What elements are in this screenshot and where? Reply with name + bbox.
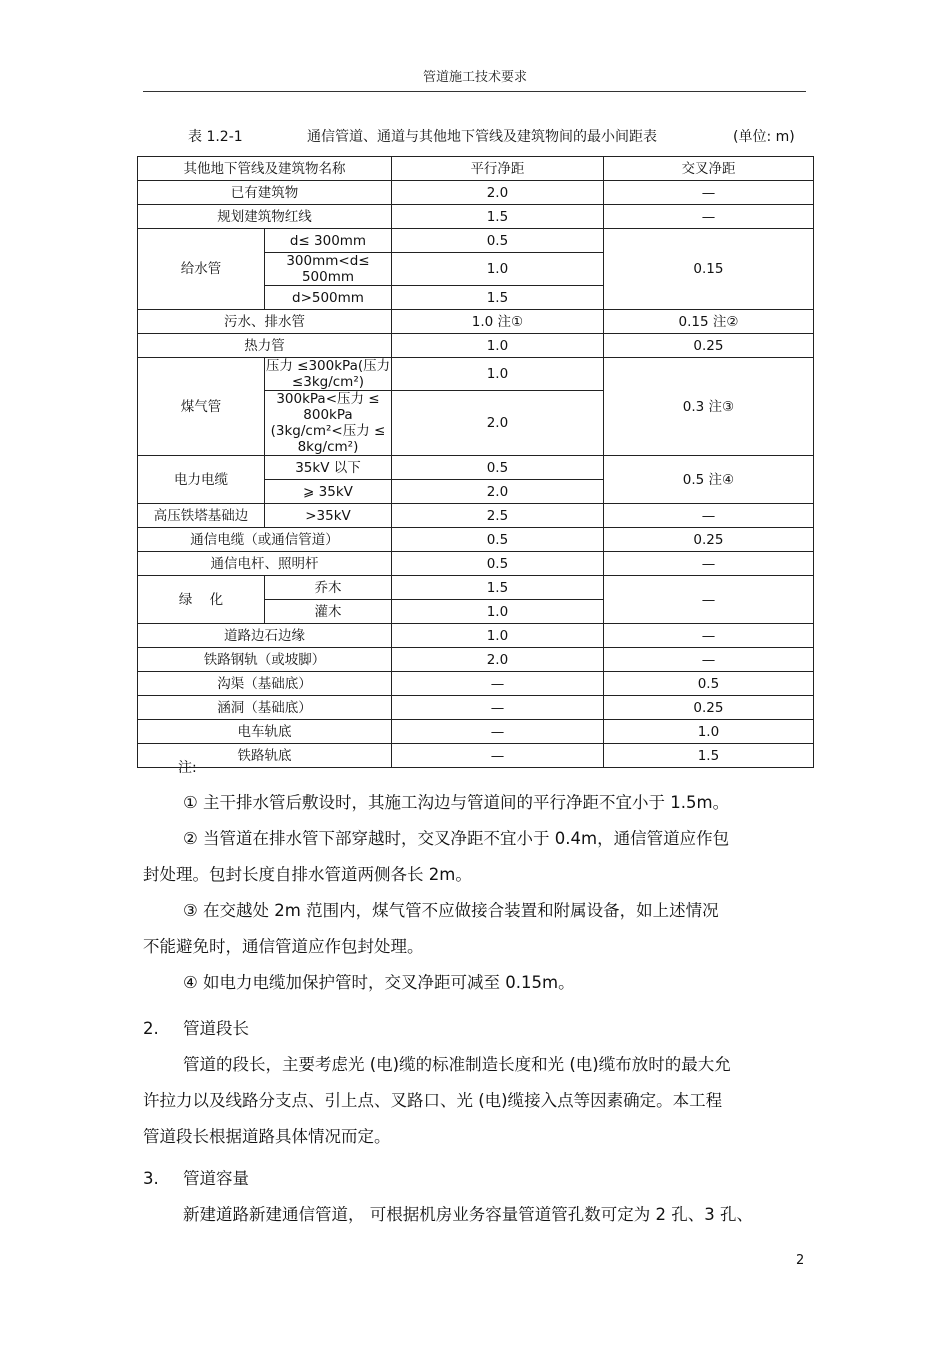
page-header-title: 管道施工技术要求 bbox=[422, 70, 527, 85]
section-3-title: 管道容量 bbox=[183, 1169, 249, 1188]
row-name: 灌木 bbox=[264, 600, 391, 624]
header-cross: 交叉净距 bbox=[603, 157, 813, 181]
parallel-value: 1.5 bbox=[391, 286, 603, 310]
parallel-value: 1.0 bbox=[391, 600, 603, 624]
group-name: 给水管 bbox=[138, 229, 265, 310]
row-name: d>500mm bbox=[264, 286, 391, 310]
section-2-para-line2: 许拉力以及线路分支点、引上点、叉路口、光 (电)缆接入点等因素确定。本工程 bbox=[143, 1091, 723, 1110]
row-name: 已有建筑物 bbox=[138, 181, 392, 205]
group-name: 绿 化 bbox=[138, 576, 265, 624]
parallel-value: 0.5 bbox=[391, 229, 603, 253]
row-name: 铁路钢轨（或坡脚） bbox=[138, 648, 392, 672]
row-name: 沟渠（基础底） bbox=[138, 672, 392, 696]
parallel-value: 1.0 bbox=[391, 253, 603, 286]
table-row bbox=[138, 310, 814, 334]
table-unit: (单位: m) bbox=[733, 129, 795, 145]
row-name: >35kV bbox=[264, 504, 391, 528]
table-row bbox=[138, 648, 814, 672]
cross-value: — bbox=[603, 205, 813, 229]
group-name: 电力电缆 bbox=[138, 456, 265, 504]
cross-value: — bbox=[603, 552, 813, 576]
note-3-line2: 不能避免时，通信管道应作包封处理。 bbox=[143, 937, 424, 956]
section-2 bbox=[143, 1011, 808, 1155]
table-row bbox=[138, 181, 814, 205]
cross-value: 1.5 bbox=[603, 744, 813, 768]
note-3-line1: ③ 在交越处 2m 范围内，煤气管不应做接合装置和附属设备，如上述情况 bbox=[183, 901, 719, 920]
cross-value: 0.25 bbox=[603, 334, 813, 358]
parallel-value: — bbox=[391, 672, 603, 696]
cross-value: — bbox=[603, 181, 813, 205]
row-name: 35kV 以下 bbox=[264, 456, 391, 480]
row-name: 乔木 bbox=[264, 576, 391, 600]
header-rule bbox=[143, 91, 806, 92]
table-header-row bbox=[138, 157, 814, 181]
row-name: 热力管 bbox=[138, 334, 392, 358]
table-number: 表 1.2-1 bbox=[188, 129, 243, 145]
row-name: 300mm<d≤ 500mm bbox=[264, 253, 391, 286]
row-name: d≤ 300mm bbox=[264, 229, 391, 253]
parallel-value: 1.5 bbox=[391, 205, 603, 229]
page-number: 2 bbox=[796, 1253, 805, 1268]
parallel-value: 2.0 bbox=[391, 648, 603, 672]
parallel-value: 1.0 注① bbox=[391, 310, 603, 334]
parallel-value: 2.0 bbox=[391, 391, 603, 456]
section-2-title: 管道段长 bbox=[183, 1019, 249, 1038]
row-name: 通信电缆（或通信管道） bbox=[138, 528, 392, 552]
parallel-value: 0.5 bbox=[391, 552, 603, 576]
cross-value: — bbox=[603, 576, 813, 624]
row-name: 通信电杆、照明杆 bbox=[138, 552, 392, 576]
parallel-value: 2.5 bbox=[391, 504, 603, 528]
section-3-para-line1: 新建道路新建通信管道， 可根据机房业务容量管道管孔数可定为 2 孔、3 孔、 bbox=[183, 1205, 753, 1224]
section-2-heading bbox=[143, 1011, 808, 1047]
row-name-line2: (3kg/cm²<压力 ≤ 8kg/cm²) bbox=[270, 423, 386, 455]
notes-label: 注: bbox=[178, 760, 197, 776]
row-name bbox=[264, 391, 391, 456]
row-name-line1: 300kPa<压力 ≤ 800kPa bbox=[276, 391, 380, 423]
section-3-heading bbox=[143, 1161, 808, 1197]
group-name: 高压铁塔基础边 bbox=[138, 504, 265, 528]
table-row bbox=[138, 229, 814, 253]
section-2-para-line3: 管道段长根据道路具体情况而定。 bbox=[143, 1127, 391, 1146]
cross-value: 0.5 bbox=[603, 672, 813, 696]
note-2-line1: ② 当管道在排水管下部穿越时，交叉净距不宜小于 0.4m，通信管道应作包 bbox=[183, 829, 730, 848]
row-name: 污水、排水管 bbox=[138, 310, 392, 334]
table-row bbox=[138, 552, 814, 576]
parallel-value: 1.5 bbox=[391, 576, 603, 600]
parallel-value: 1.0 bbox=[391, 358, 603, 391]
section-2-para-line1: 管道的段长，主要考虑光 (电)缆的标准制造长度和光 (电)缆布放时的最大允 bbox=[183, 1055, 731, 1074]
note-2-line2: 封处理。包封长度自排水管道两侧各长 2m。 bbox=[143, 865, 472, 884]
table-row bbox=[138, 358, 814, 391]
parallel-value: 2.0 bbox=[391, 181, 603, 205]
row-name: 铁路轨底 bbox=[138, 744, 392, 768]
parallel-value: — bbox=[391, 696, 603, 720]
cross-value: 0.15 bbox=[603, 229, 813, 310]
table-row bbox=[138, 720, 814, 744]
table-row bbox=[138, 576, 814, 600]
section-3 bbox=[143, 1161, 808, 1233]
parallel-value: — bbox=[391, 720, 603, 744]
table-row bbox=[138, 334, 814, 358]
section-2-number: 2. bbox=[143, 1019, 159, 1038]
distance-table bbox=[137, 156, 814, 768]
table-row bbox=[138, 744, 814, 768]
table-row bbox=[138, 205, 814, 229]
cross-value: 0.15 注② bbox=[603, 310, 813, 334]
header-parallel: 平行净距 bbox=[391, 157, 603, 181]
section-3-number: 3. bbox=[143, 1169, 159, 1188]
table-title: 通信管道、通道与其他地下管线及建筑物间的最小间距表 bbox=[307, 129, 657, 145]
row-name: 电车轨底 bbox=[138, 720, 392, 744]
cross-value: — bbox=[603, 624, 813, 648]
row-name: 规划建筑物红线 bbox=[138, 205, 392, 229]
table-row bbox=[138, 672, 814, 696]
parallel-value: 0.5 bbox=[391, 456, 603, 480]
table-row bbox=[138, 624, 814, 648]
cross-value: 0.25 bbox=[603, 528, 813, 552]
parallel-value: 0.5 bbox=[391, 528, 603, 552]
header-name: 其他地下管线及建筑物名称 bbox=[138, 157, 392, 181]
cross-value: 1.0 bbox=[603, 720, 813, 744]
cross-value: 0.5 注④ bbox=[603, 456, 813, 504]
parallel-value: 2.0 bbox=[391, 480, 603, 504]
parallel-value: — bbox=[391, 744, 603, 768]
parallel-value: 1.0 bbox=[391, 624, 603, 648]
row-name: 涵洞（基础底） bbox=[138, 696, 392, 720]
row-name: 压力 ≤300kPa(压力 ≤3kg/cm²) bbox=[265, 358, 391, 390]
parallel-value: 1.0 bbox=[391, 334, 603, 358]
note-1: ① 主干排水管后敷设时，其施工沟边与管道间的平行净距不宜小于 1.5m。 bbox=[183, 793, 730, 812]
cross-value: — bbox=[603, 504, 813, 528]
table-row bbox=[138, 528, 814, 552]
row-name: 道路边石边缘 bbox=[138, 624, 392, 648]
cross-value: 0.25 bbox=[603, 696, 813, 720]
notes-block bbox=[143, 785, 808, 1001]
cross-value: 0.3 注③ bbox=[603, 358, 813, 456]
cross-value: — bbox=[603, 648, 813, 672]
table-row bbox=[138, 696, 814, 720]
table-row bbox=[138, 456, 814, 480]
row-name: ⩾ 35kV bbox=[264, 480, 391, 504]
table-row bbox=[138, 504, 814, 528]
group-name: 煤气管 bbox=[138, 358, 265, 456]
note-4: ④ 如电力电缆加保护管时，交叉净距可减至 0.15m。 bbox=[183, 973, 575, 992]
